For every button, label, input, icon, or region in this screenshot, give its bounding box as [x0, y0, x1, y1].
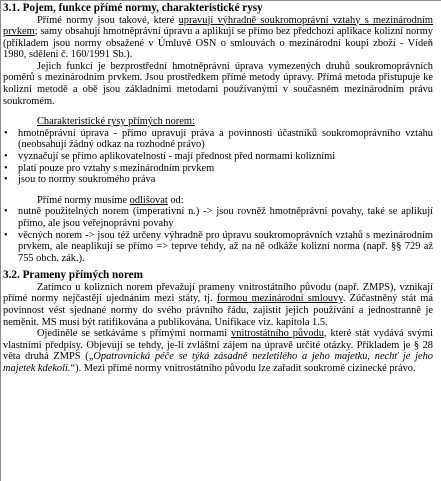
text-run: Přímé normy musíme [37, 194, 130, 206]
text-run: Ojediněle se setkáváme s přímými normami [37, 328, 232, 340]
text-run: Zatímco u kolizních norem převažují prameny vnitrostátního původu (např. ZMPS), vznikají přímé normy nejčastěji ujednáním mezi státy, tj. [3, 281, 433, 305]
underlined-text: odlišovat [129, 194, 168, 206]
text-run: Přímé normy jsou takové, které [37, 14, 179, 26]
feature-item: • platí pouze pro vztahy s mezinárodním prvkem [3, 163, 433, 175]
section-2-heading: 3.2. Prameny přímých norem [3, 269, 143, 282]
section-1-paragraph-2: Jejich funkcí je bezprostřední hmotněprávní úprava vymezených druhů soukromoprávních poměrů s mezinárodním prvkem. Jsou prostředkem přímé metody úpravy. Přímá metoda přistupuje ke kolizní metodě a obě jsou základními metodami používanými v současném mezinárodním právu soukromém. [3, 60, 433, 107]
distinguish-intro [37, 195, 433, 207]
section-1-heading: 3.1. Pojem, funkce přímé normy, charakteristické rysy [3, 2, 263, 14]
feature-item: • vyznačují se přímo aplikovatelností - mají přednost před normami kolizními [3, 151, 433, 163]
distinctions-list [3, 206, 433, 264]
underlined-text: vnitrostátního původu [231, 328, 324, 340]
features-title: Charakteristické rysy přímých norem: [37, 116, 195, 128]
distinction-item: • věcných norem -> jsou též určeny výhradně pro úpravu soukromoprávních vztahů s mezinárodním prvkem, ale neaplikují se přímo => teprve tehdy, až na ně odkáže kolizní norma (např. §§ 729 až 755 obch. zák.). [3, 230, 433, 265]
page-left-edge [0, 0, 1, 481]
text-run: . Zúčastněný stát má povinnost vést sjednané normy do svého právního řádu, zajistit jejich používání a jednostranně je neměnit. MS musí být ratifikována a publikována. Unifikace viz. kapitola 1.5. [3, 293, 433, 328]
text-run: , které stát vydává svými vlastními předpisy. Objevují se tehdy, je-li zvláštní zájem na úpravě určité otázky. Příkladem je § 28 věta druhá ZMPS („ [3, 328, 433, 363]
section-2-paragraph-2 [3, 328, 433, 374]
text-run: od: [167, 194, 184, 206]
text-run: “). Mezi přímé normy vnitrostátního původu lze zařadit soukromé cizinecké právo. [70, 363, 416, 375]
distinction-item: • nutně použitelných norem (imperativní n.) -> jsou rovněž hmotněprávní povahy, také se aplikují přímo, ale jsou veřejnoprávní povahy [3, 206, 433, 229]
section-1-paragraph-1 [3, 15, 433, 61]
section-2-paragraph-1 [3, 282, 433, 328]
underlined-text: upravují výhradně soukromoprávní vztahy s mezinárodním prvkem [3, 14, 433, 38]
page-top-edge [0, 0, 441, 1]
features-list [3, 128, 433, 186]
italic-quote: Opatrovnická péče se týká zásadně nezletilého a jeho majetku, nechť je jeho majetek kdekoli. [3, 351, 433, 375]
feature-item: • jsou to normy soukromého práva [3, 174, 433, 186]
feature-item: • hmotněprávní úprava - přímo upravují práva a povinnosti účastníků soukromoprávního vztahu (neobsahují žádný odkaz na rozhodné právo) [3, 128, 433, 151]
text-run: ; samy obsahují hmotněprávní úpravu a aplikují se přímo bez předchozí aplikace kolizní normy (příkladem jsou normy obsažené v Úmluvě OSN o smlouvách o mezinárodní koupi zboží - Vídeň 1980, sdělení č. 160/1991 Sb.). [3, 26, 433, 61]
underlined-text: formou mezinárodní smlouvy [216, 293, 343, 305]
document-content [3, 2, 433, 375]
